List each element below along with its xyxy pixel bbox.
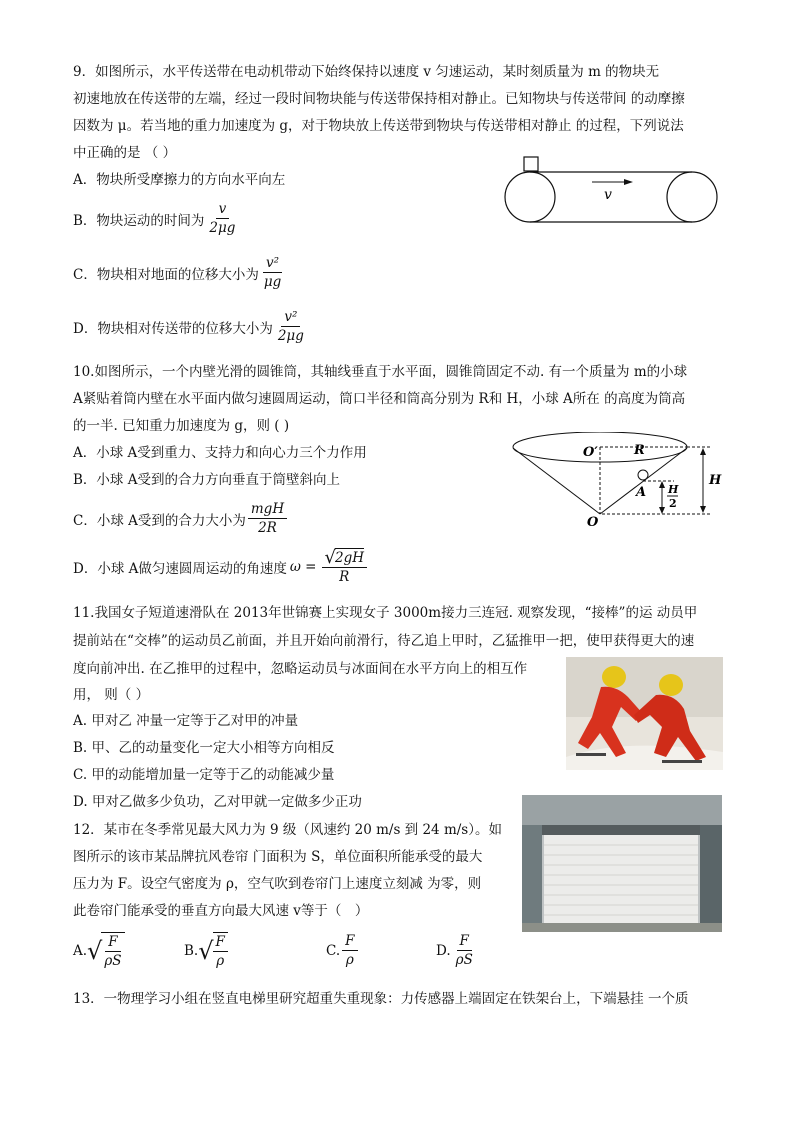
denominator: 2μg [209, 220, 236, 236]
label-a: A [636, 485, 647, 500]
q11-option-a: A. 甲对乙 冲量一定等于乙对甲的冲量 [73, 713, 299, 729]
q9-option-a: A．物块所受摩擦力的方向水平向左 [73, 172, 286, 188]
q10-option-c [73, 500, 287, 537]
q12-option-b-fraction [213, 932, 228, 970]
q12-line-3: 压力为 F。设空气密度为 ρ，空气吹到卷帘门上速度立刻减 为零，则 [73, 876, 482, 892]
cone-diagram [512, 432, 727, 532]
q9-line-4: 中正确的是 （ ） [73, 145, 177, 161]
q9-option-d [73, 308, 307, 345]
block-on-belt [524, 157, 538, 171]
q9-option-d-fraction [275, 308, 307, 345]
denominator: ρS [104, 953, 122, 969]
q9-option-c-text: C．物块相对地面的位移大小为 [73, 266, 259, 283]
q12-option-d-label: D. [436, 942, 451, 959]
velocity-label: v [604, 187, 612, 203]
sqrt: √ 2gH [324, 546, 364, 568]
q10-option-d-lhs: ω = [289, 559, 317, 575]
right-roller [667, 172, 717, 222]
denominator: R [339, 569, 350, 585]
denominator: 2R [258, 520, 277, 536]
rolling-shutter-door-photo [522, 795, 722, 932]
numerator: v² [263, 254, 282, 273]
radicand: 2gH [334, 550, 364, 566]
speed-skaters-photo [566, 657, 723, 770]
q11-line-4: 用， 则（ ） [73, 687, 150, 703]
q12-option-d-fraction [453, 932, 476, 969]
q9-option-b-fraction [206, 200, 238, 237]
velocity-arrow-head [624, 179, 633, 185]
q10-option-a: A．小球 A受到重力、支持力和向心力三个力作用 [73, 445, 367, 461]
q10-option-c-text: C．小球 A受到的合力大小为 [73, 512, 246, 529]
label-r: R [634, 443, 645, 458]
label-h: H [709, 473, 722, 488]
denominator: ρ [345, 952, 354, 968]
q9-option-d-text: D．物块相对传送带的位移大小为 [73, 320, 273, 337]
q9-line-3: 因数为 μ。若当地的重力加速度为 g，对于物块放上传送带到物块与传送带相对静止 的过程，下列说法 [73, 118, 684, 134]
numerator: F [457, 932, 472, 951]
q12-option-b-label: B. [184, 943, 199, 959]
q12-option-c-label: C. [326, 942, 341, 959]
label-o: O [587, 515, 599, 530]
sqrt: √ $\frac{F}{\rho S}$ [87, 932, 124, 970]
q10-option-d [73, 548, 367, 586]
numerator [322, 548, 368, 568]
q11-line-3: 度向前冲出. 在乙推甲的过程中，忽略运动员与冰面间在水平方向上的相互作 [73, 661, 528, 677]
q9-line-2: 初速地放在传送带的左端，经过一段时间物块能与传送带保持相对静止。已知物块与传送带间 的动摩擦 [73, 91, 685, 107]
q12-option-b [184, 932, 228, 970]
q9-option-b [73, 200, 238, 237]
q11-line-2: 提前站在“交棒”的运动员乙前面，并且开始向前滑行，待乙追上甲时，乙猛推甲一把，使甲获得更大的速 [73, 633, 695, 649]
h-arrow-head-bottom [700, 506, 706, 513]
q10-option-d-text: D．小球 A做匀速圆周运动的角速度 [73, 561, 287, 577]
q10-line-2: A紧贴着筒内壁在水平面内做匀速圆周运动，筒口半径和筒高分别为 R和 H，小球 A所在 的高度为筒高 [73, 391, 686, 407]
label-o-prime: O′ [583, 445, 598, 460]
numerator: F [105, 933, 120, 952]
q12-option-c [326, 932, 358, 969]
q10-line-1: 10.如图所示，一个内壁光滑的圆锥筒，其轴线垂直于水平面，圆锥筒固定不动. 有一个质量为 m的小球 [73, 364, 688, 380]
sqrt: √ $\frac{F}{\rho}$ [198, 932, 228, 970]
numerator: F [342, 932, 357, 951]
q9-line-1: 9．如图所示，水平传送带在电动机带动下始终保持以速度 v 匀速运动，某时刻质量为 m 的物块无 [73, 64, 660, 80]
q10-option-d-fraction [322, 548, 368, 586]
q10-option-b: B．小球 A受到的合力方向垂直于筒壁斜向上 [73, 472, 340, 488]
ball-a [638, 470, 648, 480]
q9-option-b-text: B．物块运动的时间为 [73, 212, 205, 229]
q11-option-c: C. 甲的动能增加量一定等于乙的动能减少量 [73, 767, 335, 783]
denominator: ρ [216, 953, 225, 969]
left-roller [505, 172, 555, 222]
conveyor-belt-diagram [500, 155, 725, 227]
q12-option-a-fraction [101, 932, 124, 970]
q9-option-c [73, 254, 284, 291]
half-h-arrow-head-bottom [659, 507, 665, 514]
label-half-h-num: H [668, 483, 679, 496]
q13-line-1: 13．一物理学习小组在竖直电梯里研究超重失重现象：力传感器上端固定在铁架台上，下端悬挂 一个质 [73, 991, 689, 1007]
h-arrow-head-top [700, 448, 706, 455]
q12-option-a [73, 932, 125, 970]
numerator: v [216, 200, 230, 219]
q12-option-c-fraction [342, 932, 357, 969]
q10-line-3: 的一半. 已知重力加速度为 g，则 ( ) [73, 418, 290, 434]
denominator: ρS [455, 952, 473, 968]
q9-option-c-fraction [261, 254, 284, 291]
half-h-arrow-head-top [659, 481, 665, 488]
q10-option-c-fraction [248, 500, 287, 537]
q12-option-a-label: A. [73, 943, 88, 959]
denominator: μg [263, 274, 282, 290]
q12-option-d [436, 932, 476, 969]
denominator: 2μg [277, 328, 304, 344]
q12-line-1: 12．某市在冬季常见最大风力为 9 级（风速约 20 m/s 到 24 m/s）。如 [73, 822, 502, 838]
q11-option-b: B. 甲、乙的动量变化一定大小相等方向相反 [73, 740, 335, 756]
q12-line-2: 图所示的该市某品牌抗风卷帘 门面积为 S，单位面积所能承受的最大 [73, 849, 483, 865]
q11-line-1: 11.我国女子短道速滑队在 2013年世锦赛上实现女子 3000m接力三连冠. 观察发现，“接棒”的运 动员甲 [73, 605, 698, 621]
q12-line-4: 此卷帘门能承受的垂直方向最大风速 v等于（ ） [73, 903, 369, 919]
q11-option-d: D. 甲对乙做多少负功，乙对甲就一定做多少正功 [73, 794, 362, 810]
numerator: F [213, 933, 228, 952]
numerator: v² [281, 308, 300, 327]
label-half-h-den: 2 [669, 497, 677, 510]
numerator: mgH [248, 500, 287, 519]
